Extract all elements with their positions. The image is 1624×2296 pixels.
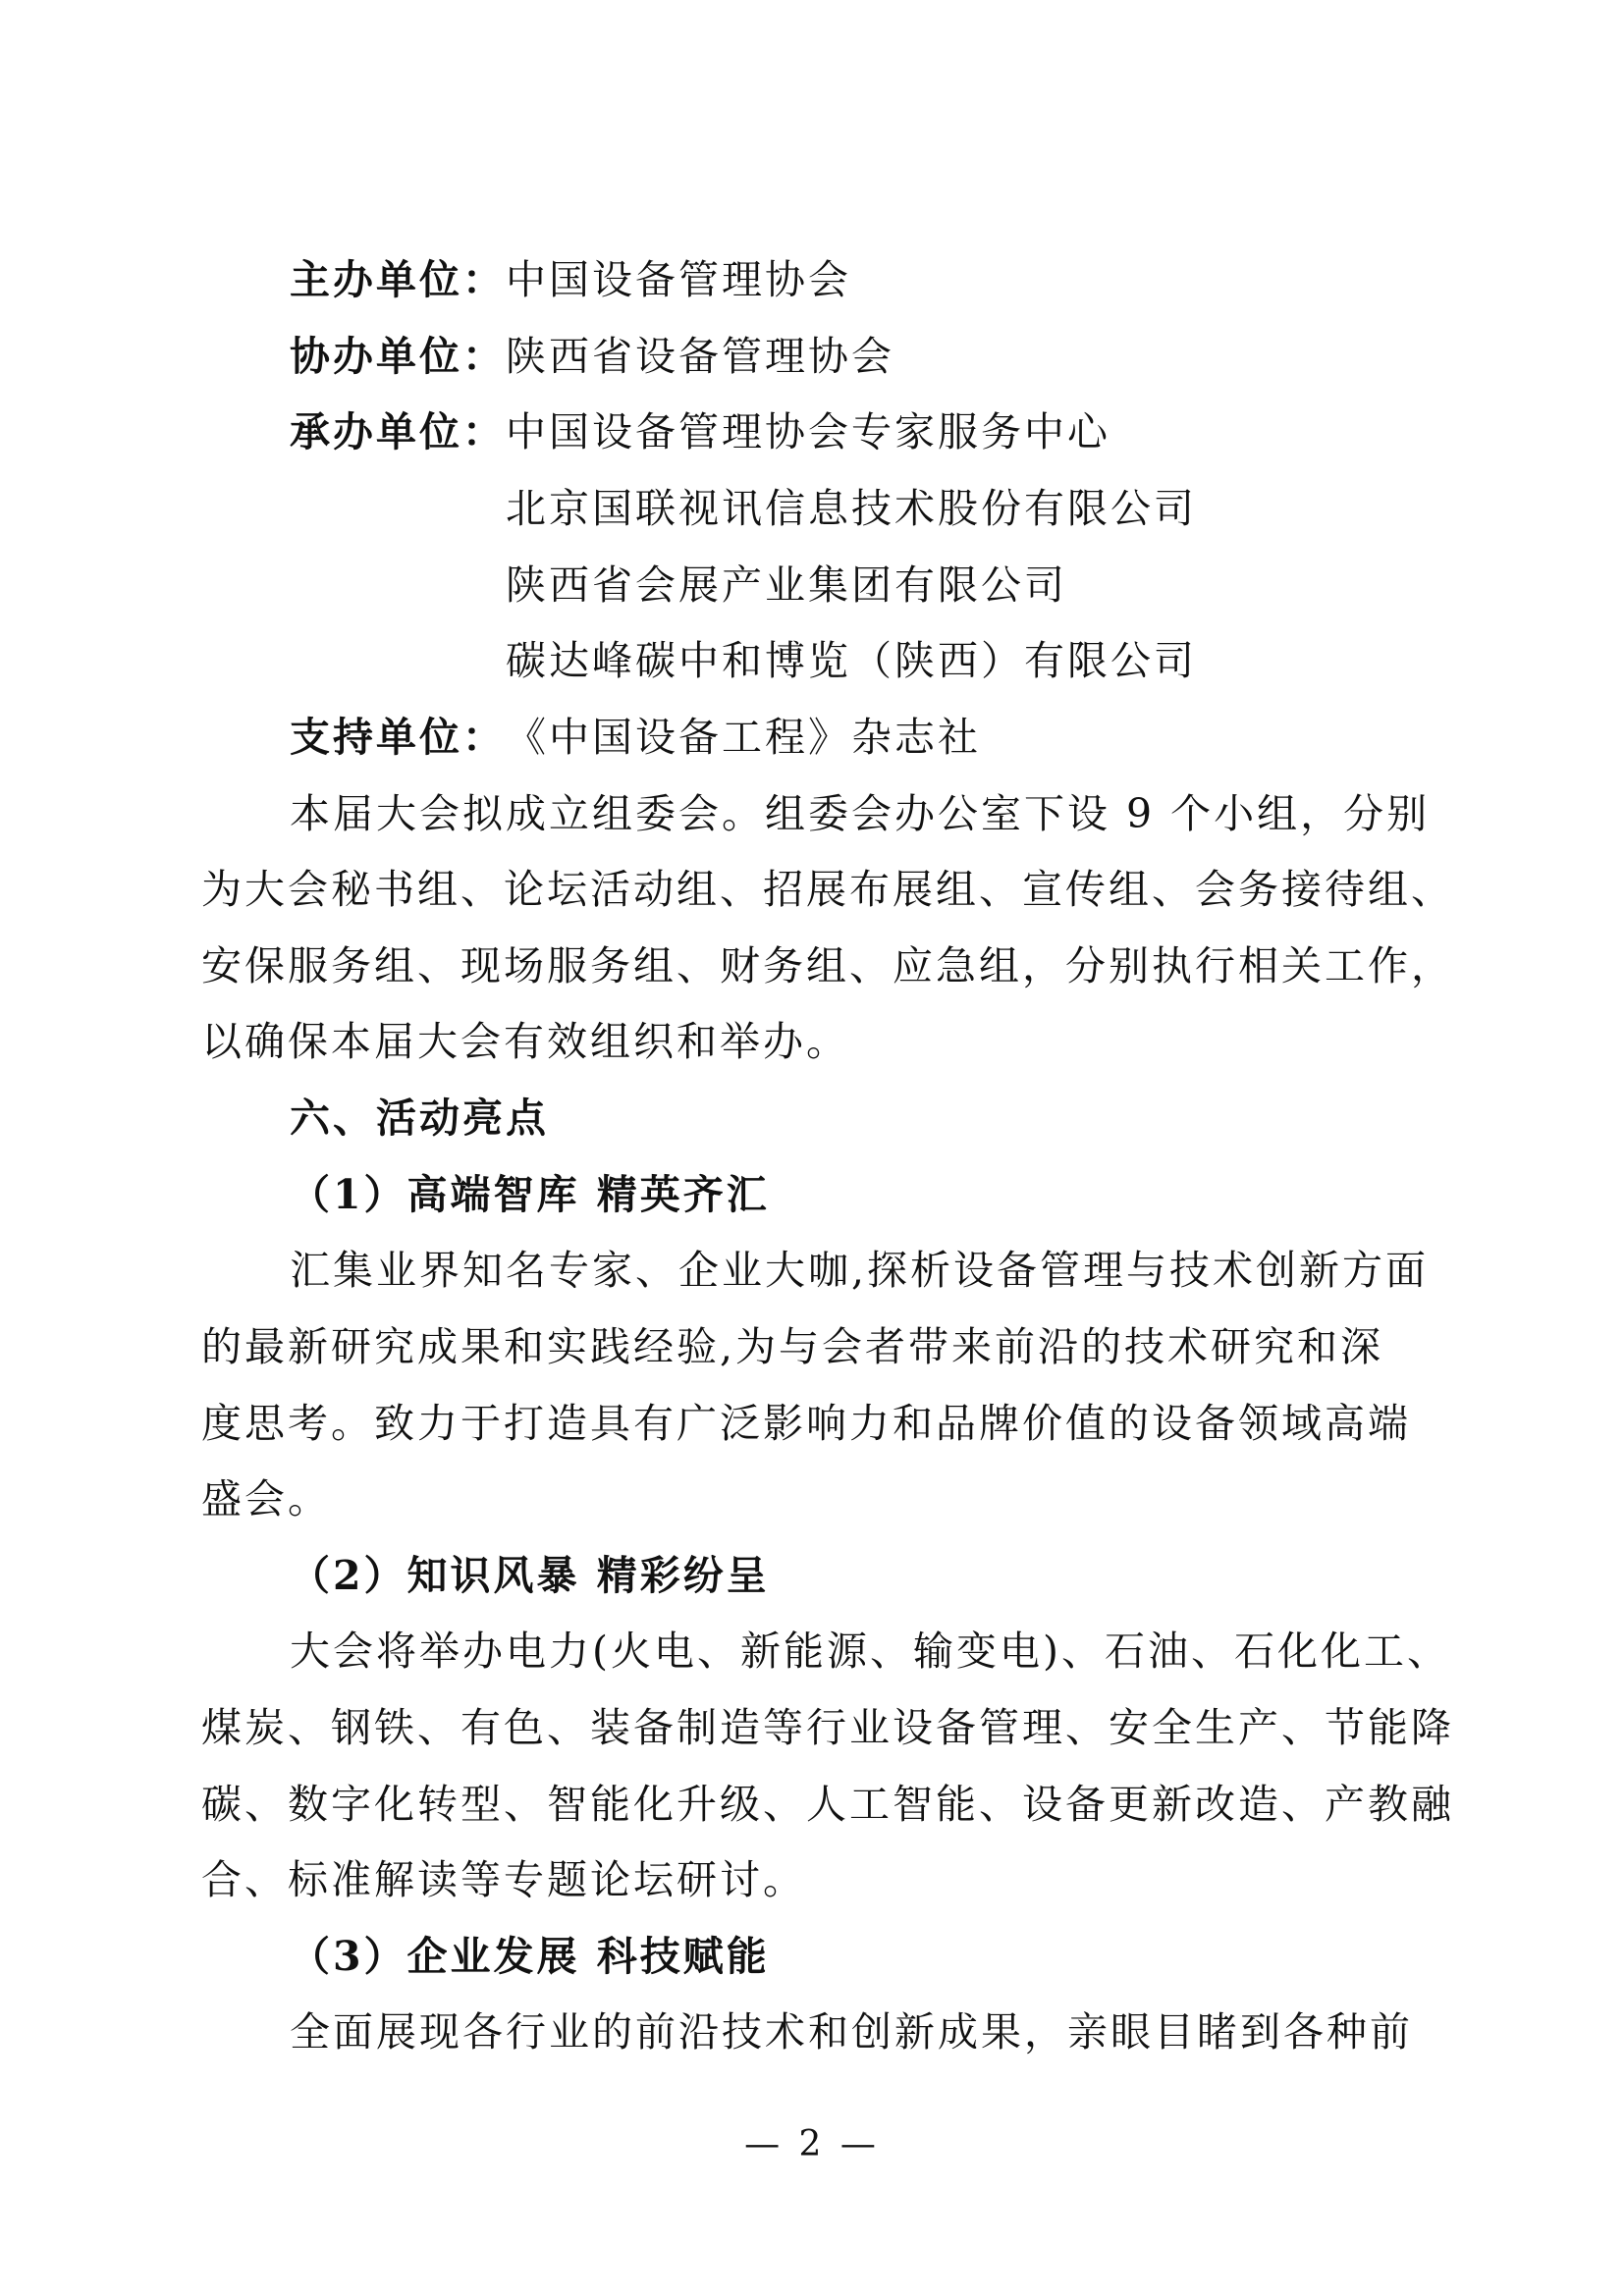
undertaker-label: 承办单位： xyxy=(290,408,506,455)
host-value: 中国设备管理协会 xyxy=(506,256,851,303)
subsection-title: （2）知识风暴 精彩纷呈 xyxy=(290,1552,770,1599)
paragraph-line: 煤炭、钢铁、有色、装备制造等行业设备管理、安全生产、节能降 xyxy=(201,1704,1454,1751)
supporter-value: 《中国设备工程》杂志社 xyxy=(506,714,981,761)
undertaker-value: 陕西省会展产业集团有限公司 xyxy=(506,561,1067,609)
page-number: — 2 — xyxy=(744,2124,880,2164)
host-label: 主办单位： xyxy=(290,256,506,303)
committee-paragraph-line: 安保服务组、现场服务组、财务组、应急组，分别执行相关工作， xyxy=(201,942,1454,989)
co-host-label: 协办单位： xyxy=(290,333,506,380)
undertaker-value: 碳达峰碳中和博览（陕西）有限公司 xyxy=(506,637,1197,684)
supporter-row xyxy=(290,708,981,767)
co-host-value: 陕西省设备管理协会 xyxy=(506,333,894,380)
host-row xyxy=(290,250,851,309)
committee-paragraph-line: 为大会秘书组、论坛活动组、招展布展组、宣传组、会务接待组、 xyxy=(201,866,1454,913)
committee-paragraph-line: 本届大会拟成立组委会。组委会办公室下设 9 个小组，分别 xyxy=(290,790,1431,837)
undertaker-value: 北京国联视讯信息技术股份有限公司 xyxy=(506,485,1197,532)
section-heading: 六、活动亮点 xyxy=(290,1095,549,1142)
paragraph-line: 汇集业界知名专家、企业大咖,探析设备管理与技术创新方面 xyxy=(290,1247,1430,1294)
committee-paragraph-line: 以确保本届大会有效组织和举办。 xyxy=(201,1018,849,1065)
co-host-row xyxy=(290,327,894,386)
paragraph-line: 大会将举办电力(火电、新能源、输变电)、石油、石化化工、 xyxy=(290,1628,1450,1675)
paragraph-line: 全面展现各行业的前沿技术和创新成果，亲眼目睹到各种前 xyxy=(290,2008,1413,2056)
paragraph-line: 度思考。致力于打造具有广泛影响力和品牌价值的设备领域高端 xyxy=(201,1400,1411,1447)
paragraph-line: 的最新研究成果和实践经验,为与会者带来前沿的技术研究和深 xyxy=(201,1323,1384,1370)
subsection-title: （1）高端智库 精英齐汇 xyxy=(290,1171,770,1218)
undertaker-value: 中国设备管理协会专家服务中心 xyxy=(506,408,1110,455)
undertaker-row xyxy=(290,402,1110,461)
paragraph-line: 碳、数字化转型、智能化升级、人工智能、设备更新改造、产教融 xyxy=(201,1781,1454,1828)
paragraph-line: 合、标准解读等专题论坛研讨。 xyxy=(201,1856,806,1903)
paragraph-line: 盛会。 xyxy=(201,1475,331,1522)
supporter-label: 支持单位： xyxy=(290,714,506,761)
subsection-title: （3）企业发展 科技赋能 xyxy=(290,1933,770,1980)
